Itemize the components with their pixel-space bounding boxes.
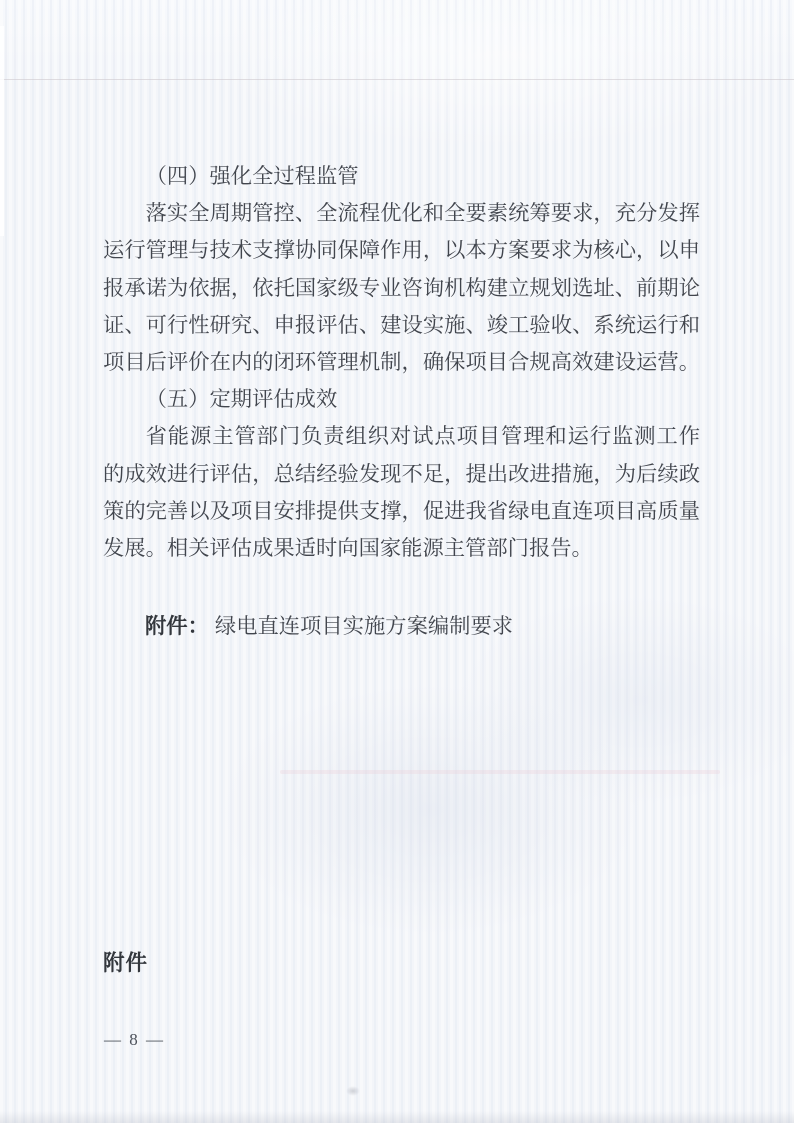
text-line: 策的完善以及项目安排提供支撑，促进我省绿电直连项目高质量 [103,498,700,523]
text-line: （四）强化全过程监管 [145,164,359,188]
text-line: 运行管理与技术支撑协同保障作用，以本方案要求为核心，以申 [103,238,700,263]
text-line: 证、可行性研究、申报评估、建设实施、竣工验收、系统运行和 [103,312,700,337]
appendix-section-label: 附件 [103,951,149,975]
attachment-title: 绿电直连项目实施方案编制要求 [214,614,514,638]
text-line: （五）定期评估成效 [145,387,338,412]
attachment-label: 附件： [145,614,209,638]
scan-edge-artifact [0,26,4,236]
text-line: 项目后评价在内的闭环管理机制，确保项目合规高效建设运营。 [103,349,700,374]
page-number: — 8 — [104,1030,165,1049]
scan-fold-line [0,79,794,80]
text-line: 的成效进行评估，总结经验发现不足，提出改进措施，为后续政 [103,461,700,486]
scan-bottom-shade [0,1111,794,1123]
text-line: 省能源主管部门负责组织对试点项目管理和运行监测工作 [145,424,700,449]
text-line: 发展。相关评估成果适时向国家能源主管部门报告。 [103,535,593,560]
scan-smudge-dot [346,1086,360,1096]
document-lines [103,158,700,567]
text-line: 落实全周期管控、全流程优化和全要素统筹要求，充分发挥 [145,201,700,226]
text-line: 报承诺为依据，依托国家级专业咨询机构建立规划选址、前期论 [103,275,700,300]
scan-smudge-band [280,770,720,774]
attachment-note [145,608,705,645]
